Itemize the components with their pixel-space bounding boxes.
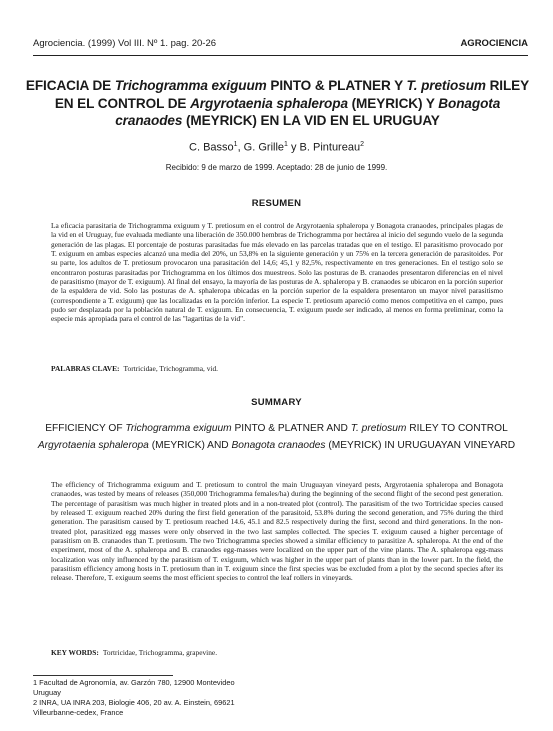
footnote-line: 1 Facultad de Agronomía, av. Garzón 780, 12900 Montevideo [33,678,235,687]
affiliation-marker: 2 [360,141,364,148]
summary-title-species: Argyrotaenia sphaleropa [37,440,149,451]
resumen-body: La eficacia parasitaria de Trichogramma exiguum y T. pretiosum en el control de Argyrotaenia sphaleropa y Bonagota cranaodes, principales plagas de la vid en el Uruguay, fue evaluada mediante una liberación de 350.000 hembras de Trichogramma por hectárea al inicio del segundo vuelo de la segunda generación de las plagas. El porcentaje de posturas parasitadas fue más elevado en las parcelas tratadas que en el testigo. El parasitismo provocado por T. exiguum en ambas especies alcanzó una media del 20%, un 53,8% en la siguiente generación y un 75% en la tercera generación de parasitoides. Por su parte, los adultos de T. pretiosum provocaron una parasitación del 14,6; 45,1 y 82,5%, respectivamente en tres generaciones. En el testigo solo se encontraron posturas parasitadas por Trichogramma en los últimos dos muestreos. Solo las posturas de B. cranaodes presentaron diferencias en el nivel de parasitismo (mayor de T. exiguum). Al final del ensayo, la mayoría de las posturas de A. sphaleropa y B. cranaodes se ubicaron en la porción superior de la espaldera de vid. Solo las posturas de A. sphaleropa ubicadas en la porción superior de la espaldera presentaron un mayor nivel parasitismo (correspondiente a T. exiguum) que las localizadas en la porción inferior. La especie T. pretiosum apareció como menos competitiva en el campo, pues pudo ser desplazada por la población natural de T. exiguum. En consecuencia, T. exiguum puede ser indicado, al menos en forma preliminar, como la especie más apropiada para el control de las "lagartitas de la vid". [51,221,503,324]
summary-title-text: EFFICIENCY OF [45,423,126,434]
palabras-clave-value: Tortricidae, Trichogramma, vid. [123,364,219,373]
article-title [25,77,530,130]
footnote-line: Villeurbanne-cedex, France [33,708,124,717]
summary-title-text: (MEYRICK) IN URUGUAYAN VINEYARD [325,440,516,451]
summary-title-text: (MEYRICK) AND [148,440,232,451]
affiliation-marker: 1 [284,141,288,148]
summary-title-species: Trichogramma exiguum [125,423,232,434]
palabras-clave [51,364,503,373]
title-species: Trichogramma exiguum [114,78,267,93]
title-species: T. pretiosum [406,78,486,93]
title-text: (MEYRICK) EN LA VID EN EL URUGUAY [182,113,440,128]
key-words [51,648,503,657]
footnote-line: 2 INRA, UA INRA 203, Biologie 406, 20 av. A. Einstein, 69621 [33,698,235,707]
title-species: Bonagota cranaodes [115,95,501,128]
palabras-clave-label: PALABRAS CLAVE: [51,364,120,373]
footnotes [33,678,363,718]
summary-title-species: Bonagota cranaodes [231,440,326,451]
footnote-line: Uruguay [33,688,61,697]
summary-title-text: PINTO & PLATNER AND [231,423,351,434]
summary-body: The efficiency of Trichogramma exiguum and T. pretiosum to control the main Uruguayan vineyard pests, Argyrotaenia sphaleropa and Bonagota cranaodes, was tested by means of releases (350,000 Trichogramma females/ha) during the beginning of the second flight of the second pest generation. The percentage of parasitism was much higher in treated plots and in a non-treated plot (control). The parasitism of the two Tortricidae species caused by released T. exiguum reached 20% during the first field generation of the parasitoid, 53.8% during the second generation, and 75% during the third generation. The parasitism caused by T. pretiosum reached 14.6, 45.1 and 82.5 respectively during the first, second and third generations. In the non-treated plot, parasitized egg masses were only observed in the two last samples collected. The species T. exiguum caused a higher percentage of parasitism on B. cranaodes than T. pretiosum. The two Trichogramma species showed a similar efficiency to parasitize A. sphaleropa. At the end of the experiment, most of the A. sphaleropa and B. cranaodes egg-masses were localized on the upper part of the vine plants. The A. sphaleropa egg-mass localization was only influenced by the parasitism of T. exiguum, which was higher in the upper part of plants than in the lower part. In the field, the parasitism efficiency among hosts in T. pretiosum than in T. exiguum since the first species was be excluded from a plot by the second species after its release. Therefore, T. exiguum seems the most efficient species to control the leaf rollers in vineyards. [51,480,503,583]
author-name: y B. Pintureau [287,141,361,154]
received-dates: Recibido: 9 de marzo de 1999. Aceptado: 28 de junio de 1999. [165,163,388,172]
summary-title-species: T. pretiosum [350,423,407,434]
title-text: PINTO & PLATNER Y [266,78,407,93]
summary-heading: SUMMARY [251,397,302,408]
resumen-heading: RESUMEN [251,198,302,209]
author-name: , G. Grille [237,141,285,154]
header-rule [33,55,528,56]
key-words-label: KEY WORDS: [51,648,99,657]
journal-section-label: AGROCIENCIA [460,38,528,49]
author-list [0,141,553,154]
journal-citation: Agrociencia. (1999) Vol III. Nº 1. pag. 20-26 [33,38,217,49]
author-name: C. Basso [189,141,234,154]
title-text: RILEY EN EL CONTROL DE [54,78,530,111]
summary-title-text: RILEY TO CONTROL [406,423,508,434]
footnote-rule [33,675,173,676]
affiliation-marker: 1 [233,141,238,148]
title-text: (MEYRICK) Y [347,95,439,111]
title-species: Argyrotaenia sphaleropa [190,95,348,111]
summary-title [20,420,533,454]
title-text: EFICACIA DE [25,78,115,93]
key-words-value: Tortricidae, Trichogramma, grapevine. [102,648,218,657]
